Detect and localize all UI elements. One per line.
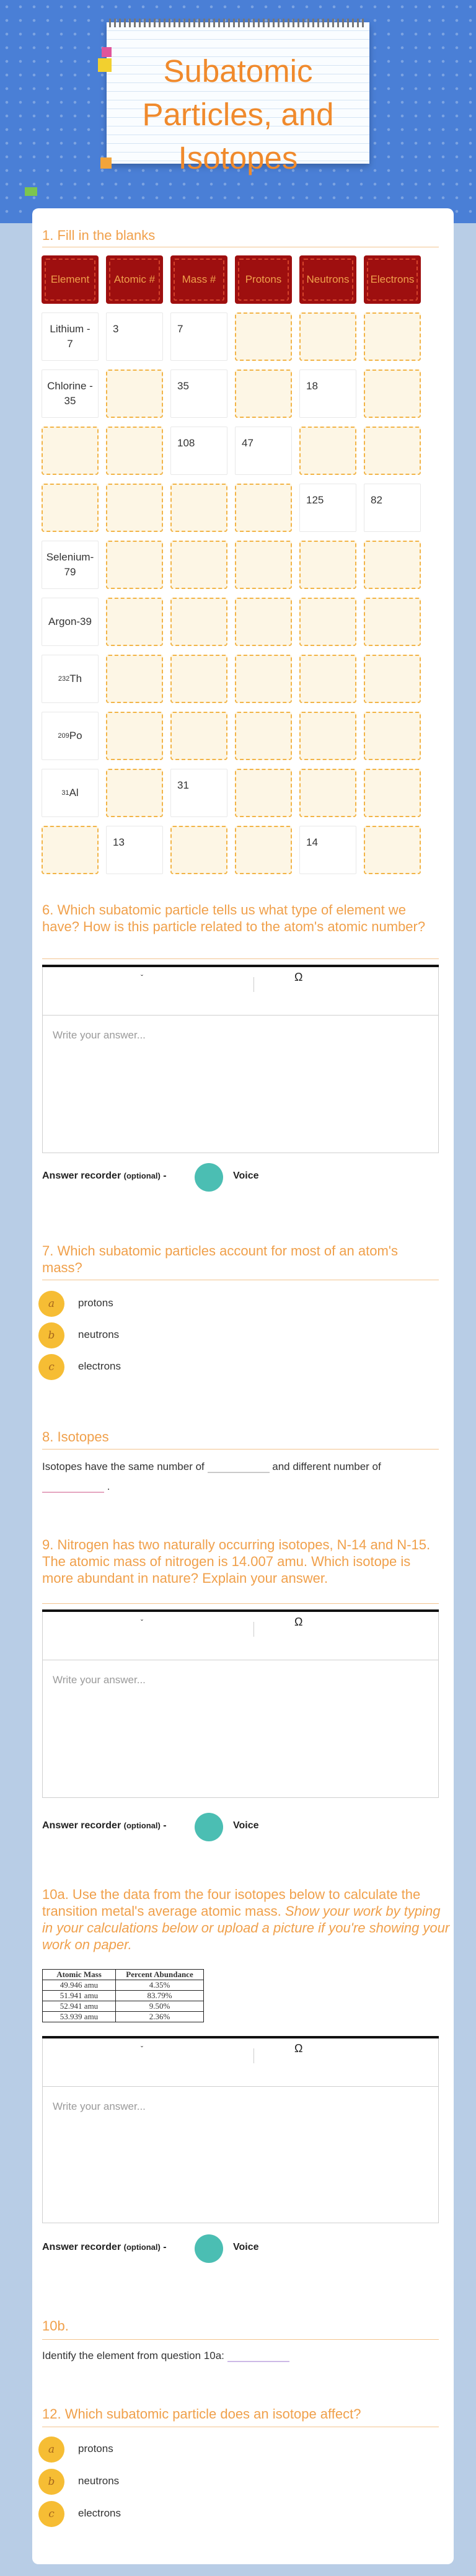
table-cell-electrons: 82 (364, 484, 421, 532)
title-line-3: Isotopes (178, 140, 298, 175)
table-cell-element: 209 Po (42, 712, 99, 760)
choice-text: electrons (78, 1360, 121, 1372)
table-cell-protons: 47 (235, 427, 292, 475)
q6-answer-box (42, 967, 439, 1153)
table-blank-drop-zone[interactable] (299, 312, 356, 361)
format-dropdown-icon[interactable]: ˇ (141, 1618, 143, 1627)
format-dropdown-icon[interactable]: ˇ (141, 2045, 143, 2053)
choice-letter-badge: c (38, 2501, 64, 2527)
table-blank-drop-zone[interactable] (364, 655, 421, 703)
table-cell-element: 232 Th (42, 655, 99, 703)
table-blank-drop-zone[interactable] (170, 712, 227, 760)
q10a-voice-record-button[interactable] (195, 2234, 223, 2263)
q8-blank-2[interactable] (42, 1482, 104, 1493)
table-blank-drop-zone[interactable] (170, 541, 227, 589)
q6-answer-recorder-label: Answer recorder (optional) - (42, 1171, 167, 1181)
table-blank-drop-zone[interactable] (42, 427, 99, 475)
choice-letter-badge: a (38, 2437, 64, 2463)
choice-text: neutrons (78, 2475, 120, 2487)
table-cell-atomic-number: 13 (106, 826, 163, 874)
table-blank-drop-zone[interactable] (299, 598, 356, 646)
q6-editor-toolbar (43, 967, 438, 1016)
q12-title: 12. Which subatomic particle does an isotope affect? (42, 2406, 361, 2422)
table-cell-element: Argon-39 (42, 598, 99, 646)
table-blank-drop-zone[interactable] (364, 769, 421, 817)
q8-title: 8. Isotopes (42, 1429, 109, 1445)
table-blank-drop-zone[interactable] (106, 484, 163, 532)
table-header: Percent Abundance (116, 1970, 204, 1980)
spiral-binding (109, 19, 367, 27)
q10a-answer-recorder-label: Answer recorder (optional) - (42, 2242, 167, 2252)
table-blank-drop-zone[interactable] (364, 427, 421, 475)
notebook-banner (107, 22, 369, 175)
table-blank-drop-zone[interactable] (170, 826, 227, 874)
q7-title: 7. Which subatomic particles account for most of an atom's mass? (42, 1243, 398, 1275)
title-line-1: Subatomic (163, 53, 313, 89)
table-blank-drop-zone[interactable] (106, 712, 163, 760)
table-blank-drop-zone[interactable] (299, 712, 356, 760)
q10b-sentence: Identify the element from question 10a: (42, 2348, 289, 2363)
format-dropdown-icon[interactable]: ˇ (141, 973, 143, 982)
page-title (107, 50, 369, 180)
q8-sentence-cont: . (42, 1479, 110, 1494)
table-blank-drop-zone[interactable] (106, 370, 163, 418)
choice-letter-badge: b (38, 1322, 64, 1348)
table-cell-neutrons: 14 (299, 826, 356, 874)
table-cell-mass-number: 31 (170, 769, 227, 817)
table-blank-drop-zone[interactable] (235, 598, 292, 646)
choice-text: protons (78, 1297, 113, 1309)
table-cell-atomic-number: 3 (106, 312, 163, 361)
table-blank-drop-zone[interactable] (235, 826, 292, 874)
table-cell-element: Selenium-79 (42, 541, 99, 589)
q10a-abundance-table (42, 1969, 204, 2022)
title-line-2: Particles, and (142, 97, 334, 132)
q1-title: 1. Fill in the blanks (42, 228, 156, 243)
toolbar-separator (253, 977, 254, 992)
table-header-neutrons: Neutrons (299, 255, 356, 304)
q6-voice-label: Voice (233, 1171, 259, 1181)
q9-title: 9. Nitrogen has two naturally occurring isotopes, N-14 and N-15. The atomic mass of nitrogen is 14.007 amu. Which isotope is more abundant in nature? Explain your answer. (42, 1537, 431, 1586)
q10b-blank[interactable] (227, 2351, 289, 2362)
table-cell-mass-number: 35 (170, 370, 227, 418)
table-row: 51.941 amu 83.79% (43, 1991, 204, 2001)
special-characters-icon[interactable]: Ω (294, 1616, 303, 1628)
q9-answer-box (42, 1612, 439, 1798)
q9-answer-input[interactable]: Write your answer... (53, 1674, 146, 1686)
table-blank-drop-zone[interactable] (299, 427, 356, 475)
q10a-voice-label: Voice (233, 2242, 259, 2252)
table-blank-drop-zone[interactable] (106, 427, 163, 475)
q10a-answer-box (42, 2038, 439, 2223)
q8-blank-1[interactable] (208, 1462, 270, 1473)
table-row: 52.941 amu 9.50% (43, 2001, 204, 2012)
table-blank-drop-zone[interactable] (364, 712, 421, 760)
toolbar-separator (253, 1622, 254, 1637)
table-blank-drop-zone[interactable] (42, 826, 99, 874)
table-row: 53.939 amu 2.36% (43, 2012, 204, 2022)
table-row: 49.946 amu 4.35% (43, 1980, 204, 1991)
choice-letter-badge: b (38, 2469, 64, 2495)
table-cell-neutrons: 18 (299, 370, 356, 418)
q6-rule (42, 958, 439, 959)
choice-text: neutrons (78, 1329, 120, 1340)
table-blank-drop-zone[interactable] (235, 484, 292, 532)
page-tab-green (25, 187, 37, 196)
special-characters-icon[interactable]: Ω (294, 2042, 303, 2055)
worksheet-card (32, 208, 454, 2564)
table-header: Atomic Mass (43, 1970, 116, 1980)
table-blank-drop-zone[interactable] (42, 484, 99, 532)
table-cell-element: 31 Al (42, 769, 99, 817)
choice-text: protons (78, 2443, 113, 2454)
q8-rule (42, 1449, 439, 1450)
table-blank-drop-zone[interactable] (299, 541, 356, 589)
table-blank-drop-zone[interactable] (364, 541, 421, 589)
table-blank-drop-zone[interactable] (364, 312, 421, 361)
toolbar-separator (253, 2048, 254, 2063)
page-header (0, 0, 476, 223)
q10a-answer-input[interactable]: Write your answer... (53, 2100, 146, 2112)
q9-answer-recorder-label: Answer recorder (optional) - (42, 1820, 167, 1831)
q9-voice-record-button[interactable] (195, 1813, 223, 1841)
q6-voice-record-button[interactable] (195, 1163, 223, 1192)
table-blank-drop-zone[interactable] (106, 541, 163, 589)
table-header-electrons: Electrons (364, 255, 421, 304)
special-characters-icon[interactable]: Ω (294, 971, 303, 983)
table-blank-drop-zone[interactable] (170, 484, 227, 532)
table-blank-drop-zone[interactable] (364, 826, 421, 874)
q6-title: 6. Which subatomic particle tells us what type of element we have? How is this particle related to the atom's atomic number? (42, 902, 426, 934)
table-blank-drop-zone[interactable] (299, 769, 356, 817)
q10a-subtitle: Show your work by typing in your calculations below or upload a picture if you're showing your work on paper. (42, 1903, 450, 1952)
q9-voice-label: Voice (233, 1820, 259, 1831)
q9-rule (42, 1603, 439, 1604)
table-blank-drop-zone[interactable] (170, 655, 227, 703)
table-blank-drop-zone[interactable] (106, 769, 163, 817)
table-blank-drop-zone[interactable] (235, 541, 292, 589)
table-blank-drop-zone[interactable] (235, 312, 292, 361)
table-header-atomic-number: Atomic # (106, 255, 163, 304)
table-cell-mass-number: 7 (170, 312, 227, 361)
table-blank-drop-zone[interactable] (106, 655, 163, 703)
table-blank-drop-zone[interactable] (235, 769, 292, 817)
table-blank-drop-zone[interactable] (299, 655, 356, 703)
table-blank-drop-zone[interactable] (170, 598, 227, 646)
table-blank-drop-zone[interactable] (106, 598, 163, 646)
table-blank-drop-zone[interactable] (235, 370, 292, 418)
choice-text: electrons (78, 2507, 121, 2519)
choice-letter-badge: a (38, 1291, 64, 1317)
table-cell-element: Lithium - 7 (42, 312, 99, 361)
table-header-mass-number: Mass # (170, 255, 227, 304)
q10b-title: 10b. (42, 2318, 69, 2334)
table-blank-drop-zone[interactable] (235, 655, 292, 703)
table-blank-drop-zone[interactable] (364, 598, 421, 646)
q10b-rule (42, 2339, 439, 2340)
choice-letter-badge: c (38, 1354, 64, 1380)
table-header-protons: Protons (235, 255, 292, 304)
q10a-title: 10a. Use the data from the four isotopes below to calculate the transition metal's average atomic mass. Show your work by typing in your calculations below or upload a picture if you're showing your work on paper. (42, 1887, 450, 1952)
q6-answer-input[interactable]: Write your answer... (53, 1029, 146, 1041)
q9-editor-toolbar (43, 1612, 438, 1660)
q8-sentence: Isotopes have the same number of and different number of (42, 1461, 381, 1472)
table-cell-element: Chlorine - 35 (42, 370, 99, 418)
table-blank-drop-zone[interactable] (235, 712, 292, 760)
table-cell-neutrons: 125 (299, 484, 356, 532)
table-cell-mass-number: 108 (170, 427, 227, 475)
q10a-editor-toolbar (43, 2038, 438, 2087)
table-header-element: Element (42, 255, 99, 304)
table-blank-drop-zone[interactable] (364, 370, 421, 418)
